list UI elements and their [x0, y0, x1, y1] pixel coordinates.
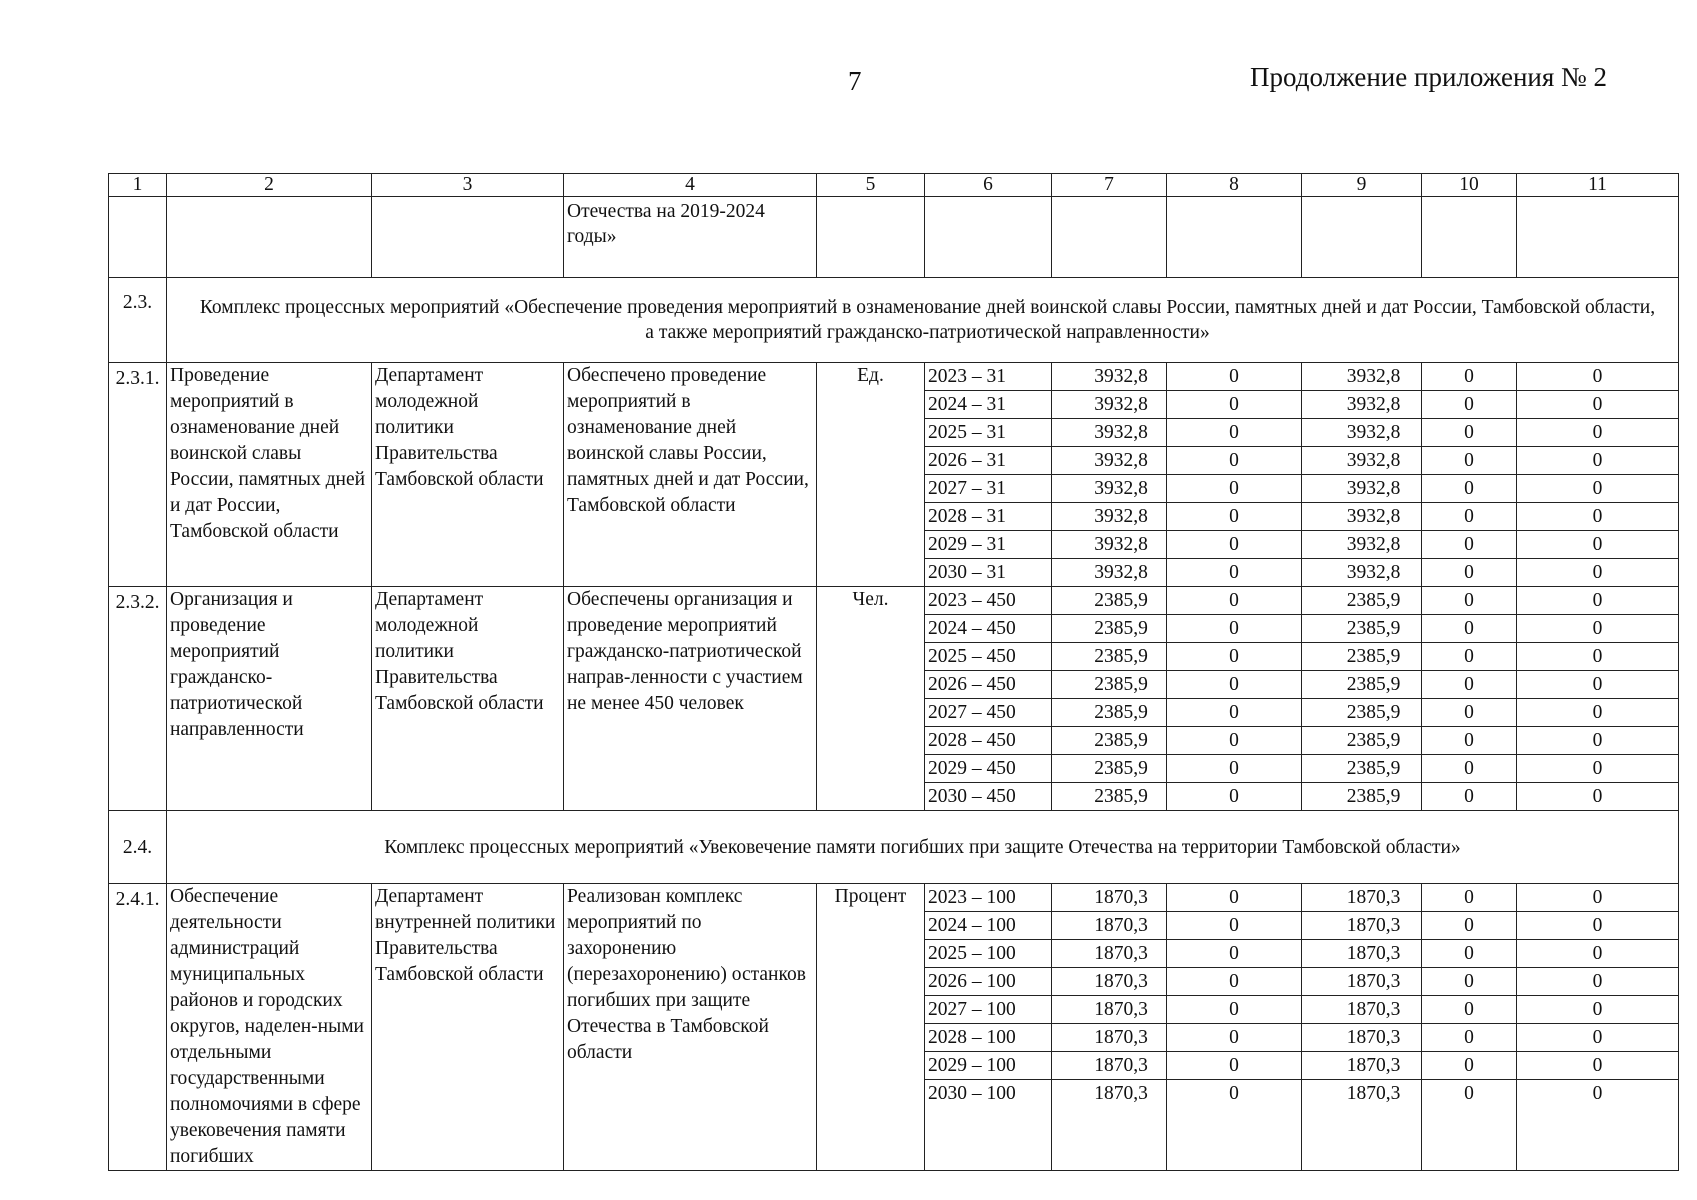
- year-target: 2025 – 100: [925, 940, 1051, 968]
- item-number: 2.3.1.: [109, 363, 167, 587]
- year-target: 2027 – 100: [925, 996, 1051, 1024]
- value-col8: 0: [1167, 755, 1301, 783]
- column-header: 1: [109, 174, 167, 197]
- value-col10: 0: [1422, 755, 1516, 783]
- value-col8: 0: [1167, 940, 1301, 968]
- value-col7: 2385,9: [1052, 587, 1166, 615]
- value-col11: 0: [1517, 727, 1678, 755]
- value-col7-cell: [1052, 363, 1167, 587]
- year-target: 2023 – 450: [925, 587, 1051, 615]
- value-col7: 1870,3: [1052, 1052, 1166, 1080]
- value-col11: 0: [1517, 391, 1678, 419]
- value-col9: 2385,9: [1302, 587, 1421, 615]
- year-target: 2028 – 100: [925, 1024, 1051, 1052]
- value-col7: 1870,3: [1052, 912, 1166, 940]
- year-target-cell: [925, 884, 1052, 1171]
- item-result: Обеспечено проведение мероприятий в ознаменование дней воинской славы России, памятных дней и дат России, Тамбовской области: [564, 363, 817, 587]
- section-number: 2.4.: [109, 811, 167, 884]
- value-col7: 1870,3: [1052, 1024, 1166, 1052]
- value-col7: 2385,9: [1052, 699, 1166, 727]
- column-header: 2: [167, 174, 372, 197]
- value-col7-cell: [1052, 884, 1167, 1171]
- value-col11-cell: [1517, 884, 1679, 1171]
- value-col11: 0: [1592, 562, 1603, 583]
- value-col8: 0: [1167, 503, 1301, 531]
- value-col11: 0: [1517, 1024, 1678, 1052]
- item-number: 2.3.2.: [109, 587, 167, 811]
- value-col10: 0: [1422, 363, 1516, 391]
- value-col11-cell: [1517, 587, 1679, 811]
- value-col11: 0: [1517, 475, 1678, 503]
- year-target: 2024 – 450: [925, 615, 1051, 643]
- appendix-table: [108, 173, 1679, 1171]
- value-col9-cell: [1302, 587, 1422, 811]
- column-header: 6: [925, 174, 1052, 197]
- column-header: 7: [1052, 174, 1167, 197]
- item-result: Реализован комплекс мероприятий по захоронению (перезахоронению) останков погибших при защите Отечества в Тамбовской области: [564, 884, 817, 1171]
- value-col8: 0: [1167, 884, 1301, 912]
- column-header: 8: [1167, 174, 1302, 197]
- value-col8-cell: [1167, 884, 1302, 1171]
- item-department: Департамент внутренней политики Правительства Тамбовской области: [372, 884, 564, 1171]
- value-col9: 1870,3: [1346, 1083, 1401, 1104]
- year-target: 2024 – 100: [925, 912, 1051, 940]
- item-number: 2.4.1.: [109, 884, 167, 1171]
- value-col11: 0: [1517, 615, 1678, 643]
- year-target: 2029 – 450: [925, 755, 1051, 783]
- value-col7: 1870,3: [1052, 968, 1166, 996]
- value-col8: 0: [1229, 786, 1239, 807]
- value-col9-cell: [1302, 884, 1422, 1171]
- value-col8: 0: [1167, 671, 1301, 699]
- value-col11: 0: [1517, 755, 1678, 783]
- section-number: 2.3.: [109, 278, 167, 363]
- item-result: Обеспечены организация и проведение мероприятий гражданско-патриотической направ-ленности с участием не менее 450 человек: [564, 587, 817, 811]
- value-col10: 0: [1422, 940, 1516, 968]
- value-col7: 2385,9: [1052, 643, 1166, 671]
- year-target: 2029 – 31: [925, 531, 1051, 559]
- year-target: 2026 – 31: [925, 447, 1051, 475]
- column-header: 10: [1422, 174, 1517, 197]
- value-col11: 0: [1517, 884, 1678, 912]
- value-col11: 0: [1517, 503, 1678, 531]
- value-col7: 2385,9: [1094, 786, 1148, 807]
- value-col8: 0: [1167, 447, 1301, 475]
- value-col11: 0: [1517, 531, 1678, 559]
- year-target: 2029 – 100: [925, 1052, 1051, 1080]
- value-col7: 2385,9: [1052, 671, 1166, 699]
- table-row: [109, 587, 1679, 811]
- value-col10: 0: [1422, 671, 1516, 699]
- value-col7-cell: [1052, 587, 1167, 811]
- value-col8: 0: [1167, 475, 1301, 503]
- section-title: Комплекс процессных мероприятий «Увековечение памяти погибших при защите Отечества на территории Тамбовской области»: [167, 811, 1679, 884]
- table-row: [109, 363, 1679, 587]
- value-col10: 0: [1422, 503, 1516, 531]
- value-col7: 3932,8: [1052, 531, 1166, 559]
- value-col10: 0: [1422, 1052, 1516, 1080]
- value-col8: 0: [1167, 699, 1301, 727]
- value-col7: 2385,9: [1052, 755, 1166, 783]
- value-col9: 1870,3: [1302, 940, 1421, 968]
- year-target: 2025 – 450: [925, 643, 1051, 671]
- value-col8: 0: [1167, 643, 1301, 671]
- value-col9: 2385,9: [1346, 786, 1401, 807]
- carryover-result-text: Отечества на 2019-2024 годы»: [564, 197, 817, 278]
- value-col9: 3932,8: [1302, 447, 1421, 475]
- value-col7: 3932,8: [1052, 419, 1166, 447]
- year-target: 2030 – 450: [928, 786, 1016, 807]
- value-col8-cell: [1167, 587, 1302, 811]
- value-col7: 2385,9: [1052, 615, 1166, 643]
- value-col11: 0: [1517, 1052, 1678, 1080]
- value-col8: 0: [1167, 912, 1301, 940]
- value-col10: 0: [1422, 391, 1516, 419]
- value-col7: 1870,3: [1052, 996, 1166, 1024]
- value-col9: 3932,8: [1302, 419, 1421, 447]
- value-col9: 2385,9: [1302, 755, 1421, 783]
- item-department: Департамент молодежной политики Правительства Тамбовской области: [372, 363, 564, 587]
- value-col7: 3932,8: [1052, 391, 1166, 419]
- value-col7: 3932,8: [1052, 363, 1166, 391]
- value-col10: 0: [1464, 562, 1474, 583]
- year-target: 2026 – 100: [925, 968, 1051, 996]
- value-col9: 3932,8: [1346, 562, 1401, 583]
- value-col10: 0: [1422, 643, 1516, 671]
- value-col11: 0: [1517, 968, 1678, 996]
- section-row: [109, 811, 1679, 884]
- item-department: Департамент молодежной политики Правительства Тамбовской области: [372, 587, 564, 811]
- value-col7: 3932,8: [1094, 562, 1148, 583]
- year-target: 2026 – 450: [925, 671, 1051, 699]
- value-col8: 0: [1167, 615, 1301, 643]
- value-col10: 0: [1422, 587, 1516, 615]
- value-col8: 0: [1229, 1083, 1239, 1104]
- value-col9: 3932,8: [1302, 475, 1421, 503]
- column-number-row: [109, 174, 1679, 197]
- value-col10: 0: [1422, 699, 1516, 727]
- item-unit: Чел.: [817, 587, 925, 811]
- value-col9: 3932,8: [1302, 391, 1421, 419]
- value-col7: 3932,8: [1052, 447, 1166, 475]
- value-col11: 0: [1517, 447, 1678, 475]
- page-number: 7: [848, 66, 862, 96]
- value-col8: 0: [1167, 391, 1301, 419]
- value-col10: 0: [1422, 996, 1516, 1024]
- year-target: 2030 – 100: [928, 1083, 1016, 1104]
- value-col9: 2385,9: [1302, 699, 1421, 727]
- column-header: 4: [564, 174, 817, 197]
- value-col9: 1870,3: [1302, 912, 1421, 940]
- item-unit: Процент: [817, 884, 925, 1171]
- table-row: [109, 884, 1679, 1171]
- value-col10: 0: [1422, 884, 1516, 912]
- appendix-continuation-title: Продолжение приложения № 2: [1250, 62, 1608, 92]
- year-target: 2025 – 31: [925, 419, 1051, 447]
- value-col7: 3932,8: [1052, 475, 1166, 503]
- value-col10: 0: [1422, 447, 1516, 475]
- value-col10-cell: [1422, 587, 1517, 811]
- value-col7: 3932,8: [1052, 503, 1166, 531]
- value-col9: 3932,8: [1302, 531, 1421, 559]
- year-target-cell: [925, 363, 1052, 587]
- value-col11: 0: [1517, 587, 1678, 615]
- value-col11: 0: [1592, 786, 1603, 807]
- value-col11: 0: [1517, 940, 1678, 968]
- value-col10: 0: [1464, 1083, 1474, 1104]
- value-col9-cell: [1302, 363, 1422, 587]
- value-col9: 2385,9: [1302, 727, 1421, 755]
- year-target: 2027 – 450: [925, 699, 1051, 727]
- value-col10: 0: [1422, 475, 1516, 503]
- year-target: 2027 – 31: [925, 475, 1051, 503]
- value-col7: 1870,3: [1052, 884, 1166, 912]
- value-col11: 0: [1592, 1083, 1603, 1104]
- value-col10: 0: [1464, 786, 1474, 807]
- item-name: Обеспечение деятельности администраций муниципальных районов и городских округов, наделен-ными отдельными государственными полномочиями в сфере увековечения памяти погибших: [167, 884, 372, 1171]
- value-col9: 3932,8: [1302, 503, 1421, 531]
- column-header: 9: [1302, 174, 1422, 197]
- value-col8: 0: [1167, 363, 1301, 391]
- value-col10: 0: [1422, 531, 1516, 559]
- value-col10: 0: [1422, 615, 1516, 643]
- value-col9: 1870,3: [1302, 996, 1421, 1024]
- value-col9: 1870,3: [1302, 1024, 1421, 1052]
- item-unit: Ед.: [817, 363, 925, 587]
- value-col9: 1870,3: [1302, 968, 1421, 996]
- value-col10: 0: [1422, 419, 1516, 447]
- value-col8: 0: [1167, 727, 1301, 755]
- value-col8: 0: [1167, 1052, 1301, 1080]
- value-col11: 0: [1517, 643, 1678, 671]
- column-header: 5: [817, 174, 925, 197]
- value-col11: 0: [1517, 419, 1678, 447]
- carryover-row: [109, 197, 1679, 278]
- year-target: 2028 – 31: [925, 503, 1051, 531]
- value-col11: 0: [1517, 996, 1678, 1024]
- value-col11: 0: [1517, 912, 1678, 940]
- value-col9: 2385,9: [1302, 671, 1421, 699]
- section-row: [109, 278, 1679, 363]
- year-target-cell: [925, 587, 1052, 811]
- column-header: 11: [1517, 174, 1679, 197]
- value-col8: 0: [1167, 531, 1301, 559]
- value-col9: 2385,9: [1302, 615, 1421, 643]
- section-title: Комплекс процессных мероприятий «Обеспечение проведения мероприятий в ознаменование дней воинской славы России, памятных дней и дат России, Тамбовской области, а также мероприятий гражданско-патриотической направленности»: [167, 278, 1679, 363]
- value-col11: 0: [1517, 699, 1678, 727]
- value-col7: 1870,3: [1094, 1083, 1148, 1104]
- value-col8: 0: [1167, 968, 1301, 996]
- value-col8: 0: [1167, 996, 1301, 1024]
- value-col8-cell: [1167, 363, 1302, 587]
- value-col7: 2385,9: [1052, 727, 1166, 755]
- value-col10: 0: [1422, 912, 1516, 940]
- value-col11: 0: [1517, 363, 1678, 391]
- value-col9: 2385,9: [1302, 643, 1421, 671]
- year-target: 2023 – 31: [925, 363, 1051, 391]
- value-col9: 1870,3: [1302, 884, 1421, 912]
- year-target: 2028 – 450: [925, 727, 1051, 755]
- item-name: Организация и проведение мероприятий гражданско-патриотической направленности: [167, 587, 372, 811]
- value-col9: 3932,8: [1302, 363, 1421, 391]
- value-col11-cell: [1517, 363, 1679, 587]
- value-col8: 0: [1167, 587, 1301, 615]
- value-col10-cell: [1422, 363, 1517, 587]
- value-col8: 0: [1167, 419, 1301, 447]
- value-col10: 0: [1422, 968, 1516, 996]
- value-col11: 0: [1517, 671, 1678, 699]
- year-target: 2030 – 31: [928, 562, 1006, 583]
- value-col8: 0: [1167, 1024, 1301, 1052]
- value-col10-cell: [1422, 884, 1517, 1171]
- column-header: 3: [372, 174, 564, 197]
- year-target: 2024 – 31: [925, 391, 1051, 419]
- value-col9: 1870,3: [1302, 1052, 1421, 1080]
- value-col10: 0: [1422, 1024, 1516, 1052]
- value-col8: 0: [1229, 562, 1239, 583]
- item-name: Проведение мероприятий в ознаменование дней воинской славы России, памятных дней и дат России, Тамбовской области: [167, 363, 372, 587]
- value-col7: 1870,3: [1052, 940, 1166, 968]
- value-col10: 0: [1422, 727, 1516, 755]
- year-target: 2023 – 100: [925, 884, 1051, 912]
